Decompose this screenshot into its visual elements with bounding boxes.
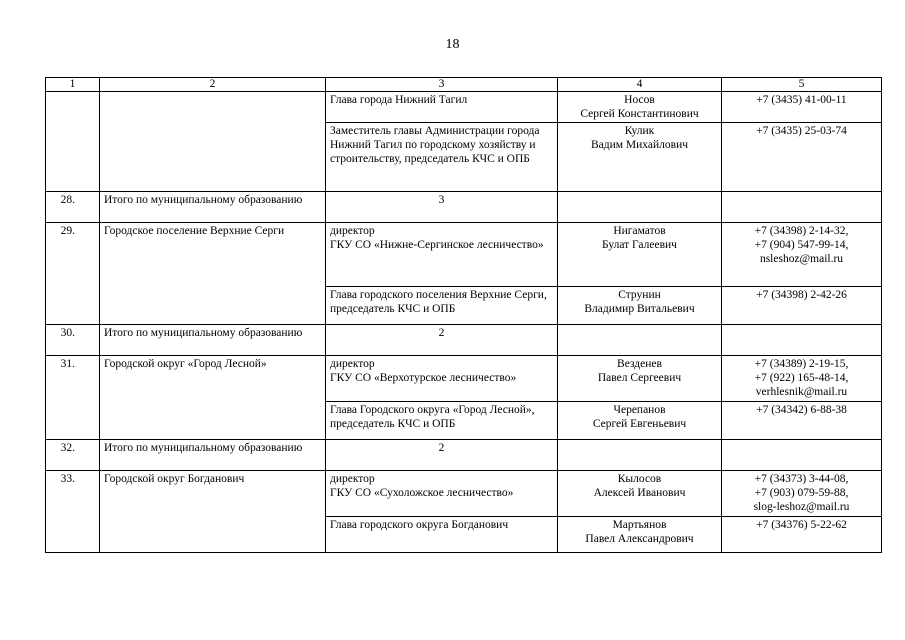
table-row [46, 440, 882, 471]
municipality-cell: Итого по муниципальному образованию [100, 440, 326, 471]
contacts-table [45, 77, 882, 553]
row-number-cell: 30. [46, 325, 100, 356]
position-cell: Глава городского округа Богданович [326, 517, 558, 553]
person-cell [558, 325, 722, 356]
person-cell: Кылосов Алексей Иванович [558, 471, 722, 517]
phone-cell [722, 440, 882, 471]
position-cell: Глава города Нижний Тагил [326, 92, 558, 123]
table-row [46, 356, 882, 402]
phone-cell: +7 (34342) 6-88-38 [722, 402, 882, 440]
municipality-cell: Городское поселение Верхние Серги [100, 223, 326, 325]
header-row [46, 78, 882, 92]
person-cell: Кулик Вадим Михайлович [558, 123, 722, 192]
person-cell [558, 192, 722, 223]
column-header: 3 [326, 78, 558, 92]
column-header: 5 [722, 78, 882, 92]
table-row [46, 92, 882, 123]
position-cell: Глава Городского округа «Город Лесной», председатель КЧС и ОПБ [326, 402, 558, 440]
row-number-cell: 33. [46, 471, 100, 553]
row-number-cell: 29. [46, 223, 100, 325]
position-cell: директор ГКУ СО «Нижне-Сергинское лесничество» [326, 223, 558, 287]
table-row [46, 325, 882, 356]
count-cell: 2 [326, 325, 558, 356]
column-header: 1 [46, 78, 100, 92]
row-number-cell [46, 92, 100, 192]
municipality-cell [100, 92, 326, 192]
person-cell: Везденев Павел Сергеевич [558, 356, 722, 402]
phone-cell: +7 (3435) 41-00-11 [722, 92, 882, 123]
row-number-cell: 28. [46, 192, 100, 223]
row-number-cell: 31. [46, 356, 100, 440]
person-cell: Струнин Владимир Витальевич [558, 287, 722, 325]
person-cell: Черепанов Сергей Евгеньевич [558, 402, 722, 440]
person-cell: Мартьянов Павел Александрович [558, 517, 722, 553]
position-cell: Заместитель главы Администрации города Нижний Тагил по городскому хозяйству и строительству, председатель КЧС и ОПБ [326, 123, 558, 192]
municipality-cell: Городской округ Богданович [100, 471, 326, 553]
phone-cell: +7 (34398) 2-42-26 [722, 287, 882, 325]
count-cell: 3 [326, 192, 558, 223]
position-cell: директор ГКУ СО «Сухоложское лесничество» [326, 471, 558, 517]
person-cell: Носов Сергей Константинович [558, 92, 722, 123]
column-header: 4 [558, 78, 722, 92]
phone-cell [722, 325, 882, 356]
page-number: 18 [445, 37, 460, 52]
phone-cell: +7 (34398) 2-14-32, +7 (904) 547-99-14, nsleshoz@mail.ru [722, 223, 882, 287]
municipality-cell: Итого по муниципальному образованию [100, 192, 326, 223]
phone-cell: +7 (34376) 5-22-62 [722, 517, 882, 553]
position-cell: директор ГКУ СО «Верхотурское лесничество» [326, 356, 558, 402]
table-row [46, 471, 882, 517]
phone-cell: +7 (3435) 25-03-74 [722, 123, 882, 192]
person-cell [558, 440, 722, 471]
column-header: 2 [100, 78, 326, 92]
phone-cell: +7 (34373) 3-44-08, +7 (903) 079-59-88, slog-leshoz@mail.ru [722, 471, 882, 517]
count-cell: 2 [326, 440, 558, 471]
municipality-cell: Итого по муниципальному образованию [100, 325, 326, 356]
phone-cell [722, 192, 882, 223]
row-number-cell: 32. [46, 440, 100, 471]
table-row [46, 223, 882, 287]
person-cell: Нигаматов Булат Галеевич [558, 223, 722, 287]
table-row [46, 192, 882, 223]
municipality-cell: Городской округ «Город Лесной» [100, 356, 326, 440]
phone-cell: +7 (34389) 2-19-15, +7 (922) 165-48-14, verhlesnik@mail.ru [722, 356, 882, 402]
position-cell: Глава городского поселения Верхние Серги, председатель КЧС и ОПБ [326, 287, 558, 325]
